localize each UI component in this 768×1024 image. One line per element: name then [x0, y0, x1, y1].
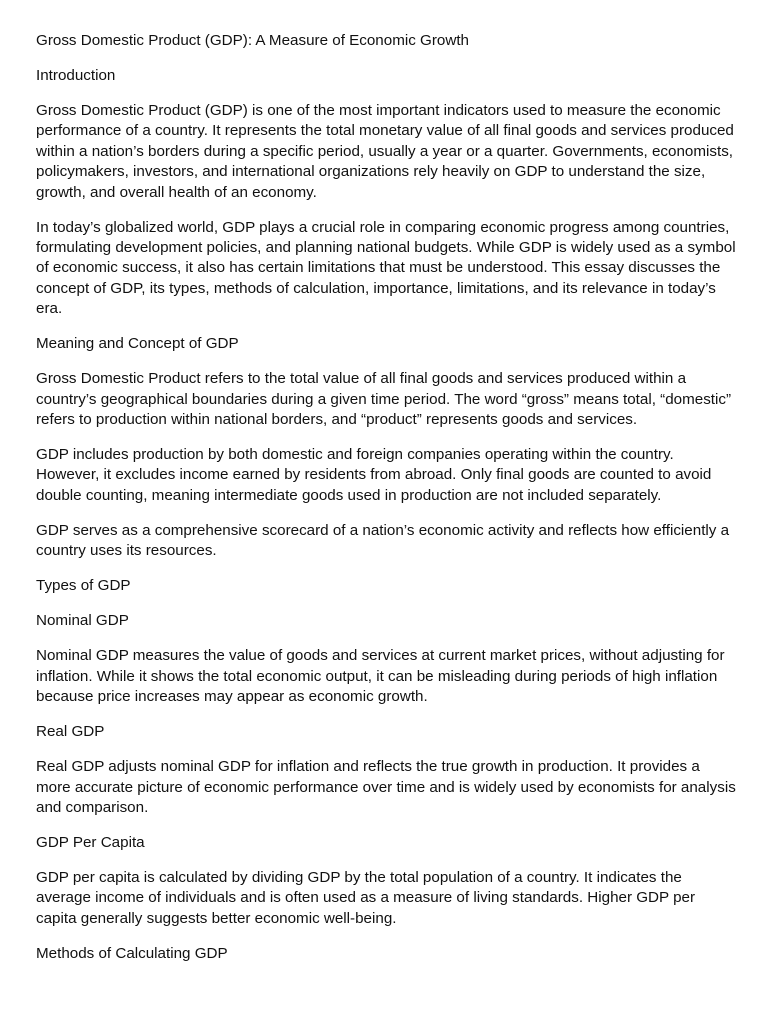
paragraph-gdp-per-capita: GDP per capita is calculated by dividing GDP by the total population of a country. It indicates the average income of individuals and is often used as a measure of living standards. Higher GDP per capita generally suggests better economic well-being. — [36, 868, 696, 927]
section-heading-types: Types of GDP — [36, 577, 131, 595]
paragraph-introduction-1: Gross Domestic Product (GDP) is one of the most important indicators used to measure the economic performance of a country. It represents the total monetary value of all final goods and services produced within a nation’s borders during a specific period, usually a year or a quarter. Governments, economists, policymakers, investors, and international organizations rely heavily on GDP to understand the size, growth, and overall health of an economy. — [36, 102, 734, 201]
paragraph-introduction-2: In today’s globalized world, GDP plays a crucial role in comparing economic progress among countries, formulating development policies, and planning national budgets. While GDP is widely used as a symbol of economic success, it also has certain limitations that must be understood. This essay discusses the concept of GDP, its types, methods of calculation, importance, limitations, and its relevance in today’s era. — [36, 218, 736, 318]
paragraph-meaning-3: GDP serves as a comprehensive scorecard of a nation’s economic activity and reflects how efficiently a country uses its resources. — [36, 521, 730, 560]
section-heading-meaning: Meaning and Concept of GDP — [36, 335, 239, 353]
section-heading-introduction: Introduction — [36, 67, 116, 84]
paragraph-real-gdp: Real GDP adjusts nominal GDP for inflation and reflects the true growth in production. It provides a more accurate picture of economic performance over time and is widely used by economists for analysis and comparison. — [36, 758, 736, 816]
document-page — [36, 31, 736, 979]
paragraph-meaning-2: GDP includes production by both domestic and foreign companies operating within the country. However, it excludes income earned by residents from abroad. Only final goods are counted to avoid double counting, meaning intermediate goods used in production are not included separately. — [36, 446, 712, 504]
paragraph-nominal-gdp: Nominal GDP measures the value of goods and services at current market prices, without adjusting for inflation. While it shows the total economic output, it can be misleading during periods of high inflation because price increases may appear as economic growth. — [36, 647, 725, 706]
section-heading-methods: Methods of Calculating GDP — [36, 944, 228, 962]
subheading-nominal-gdp: Nominal GDP — [36, 612, 129, 630]
document-title: Gross Domestic Product (GDP): A Measure of Economic Growth — [36, 32, 469, 49]
subheading-gdp-per-capita: GDP Per Capita — [36, 833, 145, 851]
subheading-real-gdp: Real GDP — [36, 723, 105, 741]
paragraph-meaning-1: Gross Domestic Product refers to the total value of all final goods and services produced within a country’s geographical boundaries during a given time period. The word “gross” means total, “domestic” refers to production within national borders, and “product” represents goods and services. — [36, 370, 732, 429]
